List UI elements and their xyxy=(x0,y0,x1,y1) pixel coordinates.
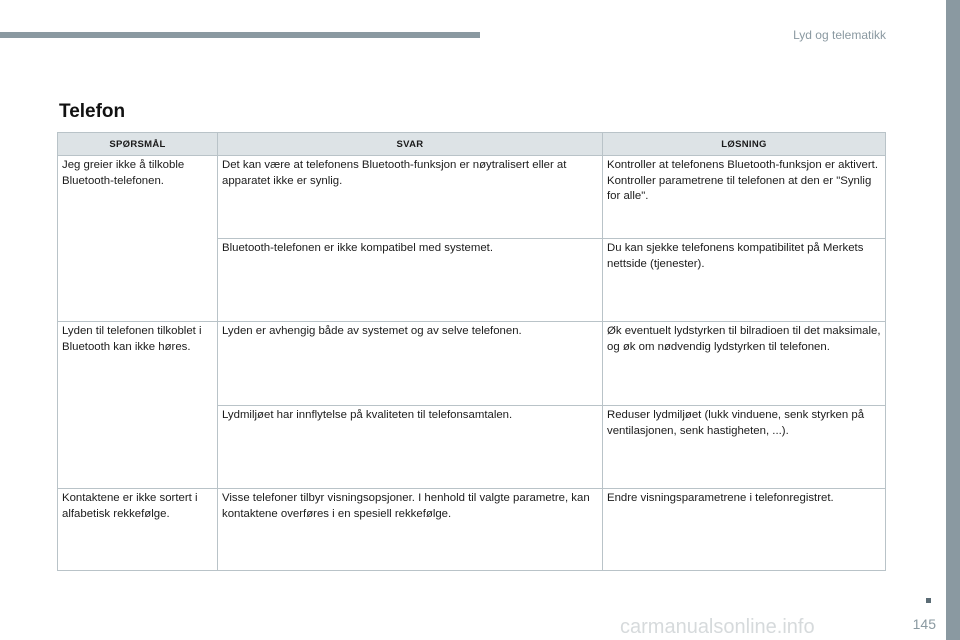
solution-line: Kontroller parametrene til telefonen at den er "Synlig for alle". xyxy=(607,174,872,202)
continuation-marker xyxy=(926,598,931,603)
solution-cell xyxy=(603,239,886,322)
solution-line: Du kan sjekke telefonens kompatibilitet på Merkets nettside (tjenester). xyxy=(607,242,864,270)
watermark: carmanualsonline.info xyxy=(620,616,815,638)
section-label: Lyd og telematikk xyxy=(793,28,886,42)
answer-cell: Det kan være at telefonens Bluetooth-funksjon er nøytralisert eller at apparatet ikke er synlig. xyxy=(218,156,603,239)
header-accent-bar xyxy=(0,32,480,38)
page-number: 145 xyxy=(912,616,936,632)
table-header-row xyxy=(58,133,886,156)
page-title: Telefon xyxy=(59,101,126,122)
solution-line: Endre visningsparametrene i telefonregistret. xyxy=(607,492,834,504)
table-row xyxy=(58,489,886,571)
question-cell: Jeg greier ikke å tilkoble Bluetooth-telefonen. xyxy=(58,156,218,322)
answer-cell: Lyden er avhengig både av systemet og av selve telefonen. xyxy=(218,322,603,406)
solution-cell xyxy=(603,406,886,489)
question-cell: Lyden til telefonen tilkoblet i Bluetooth kan ikke høres. xyxy=(58,322,218,489)
table-row xyxy=(58,322,886,406)
question-cell: Kontaktene er ikke sortert i alfabetisk rekkefølge. xyxy=(58,489,218,571)
column-header-solution: LØSNING xyxy=(603,133,886,156)
solution-line: Kontroller at telefonens Bluetooth-funksjon er aktivert. xyxy=(607,159,878,171)
answer-cell: Bluetooth-telefonen er ikke kompatibel med systemet. xyxy=(218,239,603,322)
solution-cell xyxy=(603,322,886,406)
side-accent-bar xyxy=(946,0,960,640)
troubleshooting-table xyxy=(57,132,886,571)
solution-cell xyxy=(603,489,886,571)
answer-cell: Visse telefoner tilbyr visningsopsjoner. I henhold til valgte parametre, kan kontaktene overføres i en spesiell rekkefølge. xyxy=(218,489,603,571)
solution-line: Øk eventuelt lydstyrken til bilradioen til det maksimale, og øk om nødvendig lydstyrken til telefonen. xyxy=(607,325,881,353)
column-header-answer: SVAR xyxy=(218,133,603,156)
answer-cell: Lydmiljøet har innflytelse på kvaliteten til telefonsamtalen. xyxy=(218,406,603,489)
solution-line: Reduser lydmiljøet (lukk vinduene, senk styrken på ventilasjonen, senk hastigheten, ...). xyxy=(607,409,865,437)
column-header-question: SPØRSMÅL xyxy=(58,133,218,156)
table-row xyxy=(58,156,886,239)
solution-cell xyxy=(603,156,886,239)
